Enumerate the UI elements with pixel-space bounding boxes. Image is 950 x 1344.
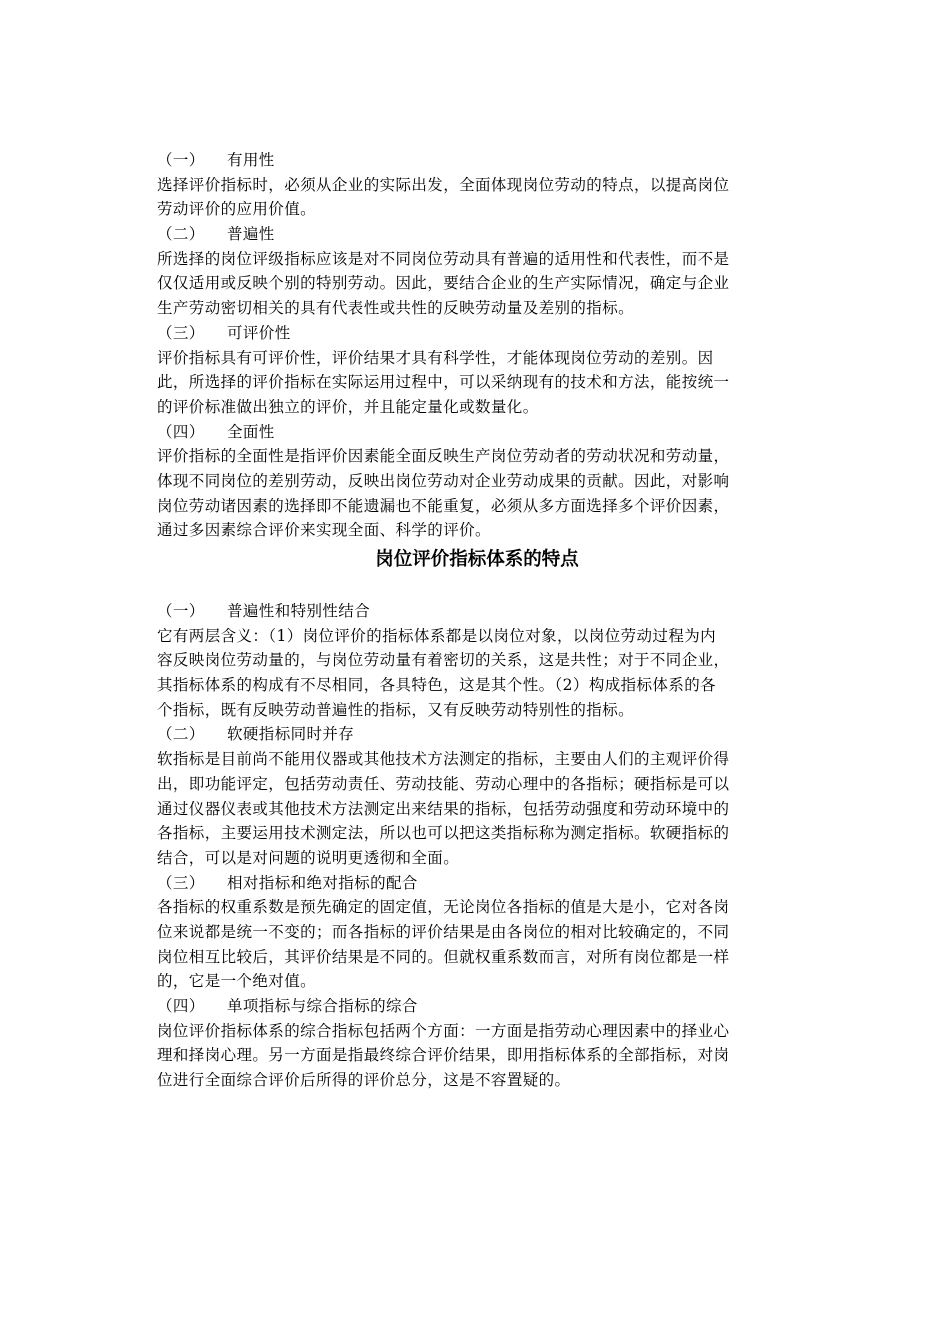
paragraph-line: 的，它是一个绝对值。 xyxy=(157,972,317,991)
subsection-title: 可评价性 xyxy=(227,323,291,342)
subsection-title: 相对指标和绝对指标的配合 xyxy=(227,873,418,892)
subsection-heading xyxy=(157,722,797,747)
paragraph-line: 它有两层含义：（1）岗位评价的指标体系都是以岗位对象，以岗位劳动过程为内 xyxy=(157,626,717,645)
section-title: 岗位评价指标体系的特点 xyxy=(375,549,579,570)
subsection-combination xyxy=(157,599,797,722)
paragraph-line: 软指标是目前尚不能用仪器或其他技术方法测定的指标，主要由人们的主观评价得 xyxy=(157,750,730,769)
subsection-title: 普遍性 xyxy=(227,225,275,244)
paragraph-line: 岗位劳动诸因素的选择即不能遗漏也不能重复，必须从多方面选择多个评价因素， xyxy=(157,496,730,515)
document-page xyxy=(157,148,797,1093)
subsection-comprehensiveness xyxy=(157,420,797,543)
subsection-single-composite xyxy=(157,994,797,1093)
paragraph-line: 其指标体系的构成有不尽相同，各具特色，这是其个性。（2）构成指标体系的各 xyxy=(157,676,717,695)
paragraph xyxy=(157,346,797,420)
subsection-usefulness xyxy=(157,148,797,222)
paragraph xyxy=(157,1019,797,1093)
subsection-number: （三） xyxy=(157,323,205,342)
subsection-number: （四） xyxy=(157,422,205,441)
subsection-heading xyxy=(157,321,797,346)
subsection-number: （四） xyxy=(157,997,205,1015)
paragraph-line: 个指标，既有反映劳动普遍性的指标，又有反映劳动特别性的指标。 xyxy=(157,700,635,719)
paragraph xyxy=(157,444,797,543)
subsection-heading xyxy=(157,994,797,1019)
paragraph-line: 劳动评价的应用价值。 xyxy=(157,200,317,219)
subsection-evaluability xyxy=(157,321,797,420)
subsection-number: （二） xyxy=(157,225,205,244)
paragraph xyxy=(157,624,797,723)
paragraph-line: 通过仪器仪表或其他技术方法测定出来结果的指标，包括劳动强度和劳动环境中的 xyxy=(157,799,730,818)
paragraph-line: 理和择岗心理。另一方面是指最终综合评价结果，即用指标体系的全部指标，对岗 xyxy=(157,1046,730,1065)
paragraph-line: 通过多因素综合评价来实现全面、科学的评价。 xyxy=(157,521,491,540)
subsection-number: （一） xyxy=(157,151,205,169)
paragraph-line: 岗位评价指标体系的综合指标包括两个方面：一方面是指劳动心理因素中的择业心 xyxy=(157,1021,730,1040)
subsection-number: （三） xyxy=(157,873,205,892)
paragraph-line: 容反映岗位劳动量的，与岗位劳动量有着密切的关系，这是共性；对于不同企业， xyxy=(157,651,730,670)
section-criteria xyxy=(157,148,797,543)
paragraph-line: 体现不同岗位的差别劳动，反映出岗位劳动对企业劳动成果的贡献。因此，对影响 xyxy=(157,471,730,490)
paragraph-line: 结合，可以是对问题的说明更透彻和全面。 xyxy=(157,848,460,867)
paragraph-line: 仅仅适用或反映个别的特别劳动。因此，要结合企业的生产实际情况，确定与企业 xyxy=(157,274,730,293)
paragraph-line: 位进行全面综合评价后所得的评价总分，这是不容置疑的。 xyxy=(157,1071,571,1090)
subsection-universality xyxy=(157,222,797,321)
subsection-heading xyxy=(157,599,797,624)
subsection-number: （一） xyxy=(157,602,205,620)
paragraph xyxy=(157,895,797,994)
subsection-title: 普遍性和特别性结合 xyxy=(227,602,371,620)
paragraph xyxy=(157,173,797,222)
paragraph-line: 所选择的岗位评级指标应该是对不同岗位劳动具有普遍的适用性和代表性，而不是 xyxy=(157,249,730,268)
paragraph-line: 位来说都是统一不变的；而各指标的评价结果是由各岗位的相对比较确定的，不同 xyxy=(157,922,730,941)
paragraph-line: 岗位相互比较后，其评价结果是不同的。但就权重系数而言，对所有岗位都是一样 xyxy=(157,947,730,966)
paragraph-line: 出，即功能评定，包括劳动责任、劳动技能、劳动心理中的各指标；硬指标是可以 xyxy=(157,774,730,793)
subsection-title: 单项指标与综合指标的综合 xyxy=(227,997,418,1015)
paragraph-line: 各指标的权重系数是预先确定的固定值，无论岗位各指标的值是大是小，它对各岗 xyxy=(157,898,730,917)
paragraph xyxy=(157,247,797,321)
subsection-heading xyxy=(157,148,797,173)
section-characteristics xyxy=(157,599,797,1093)
subsection-relative-absolute xyxy=(157,871,797,994)
paragraph-line: 生产劳动密切相关的具有代表性或共性的反映劳动量及差别的指标。 xyxy=(157,299,635,318)
paragraph-line: 选择评价指标时，必须从企业的实际出发，全面体现岗位劳动的特点，以提高岗位 xyxy=(157,175,730,194)
subsection-title: 软硬指标同时并存 xyxy=(227,725,355,744)
subsection-title: 全面性 xyxy=(227,422,275,441)
subsection-heading xyxy=(157,420,797,445)
paragraph-line: 评价指标具有可评价性，评价结果才具有科学性，才能体现岗位劳动的差别。因 xyxy=(157,348,714,367)
subsection-heading xyxy=(157,871,797,896)
paragraph xyxy=(157,747,797,870)
paragraph-line: 评价指标的全面性是指评价因素能全面反映生产岗位劳动者的劳动状况和劳动量， xyxy=(157,447,730,466)
paragraph-line: 此，所选择的评价指标在实际运用过程中，可以采纳现有的技术和方法，能按统一 xyxy=(157,373,730,392)
paragraph-line: 各指标，主要运用技术测定法，所以也可以把这类指标称为测定指标。软硬指标的 xyxy=(157,824,730,843)
subsection-heading xyxy=(157,222,797,247)
paragraph-line: 的评价标准做出独立的评价，并且能定量化或数量化。 xyxy=(157,397,539,416)
subsection-title: 有用性 xyxy=(227,151,275,169)
subsection-soft-hard xyxy=(157,722,797,870)
subsection-number: （二） xyxy=(157,725,205,744)
